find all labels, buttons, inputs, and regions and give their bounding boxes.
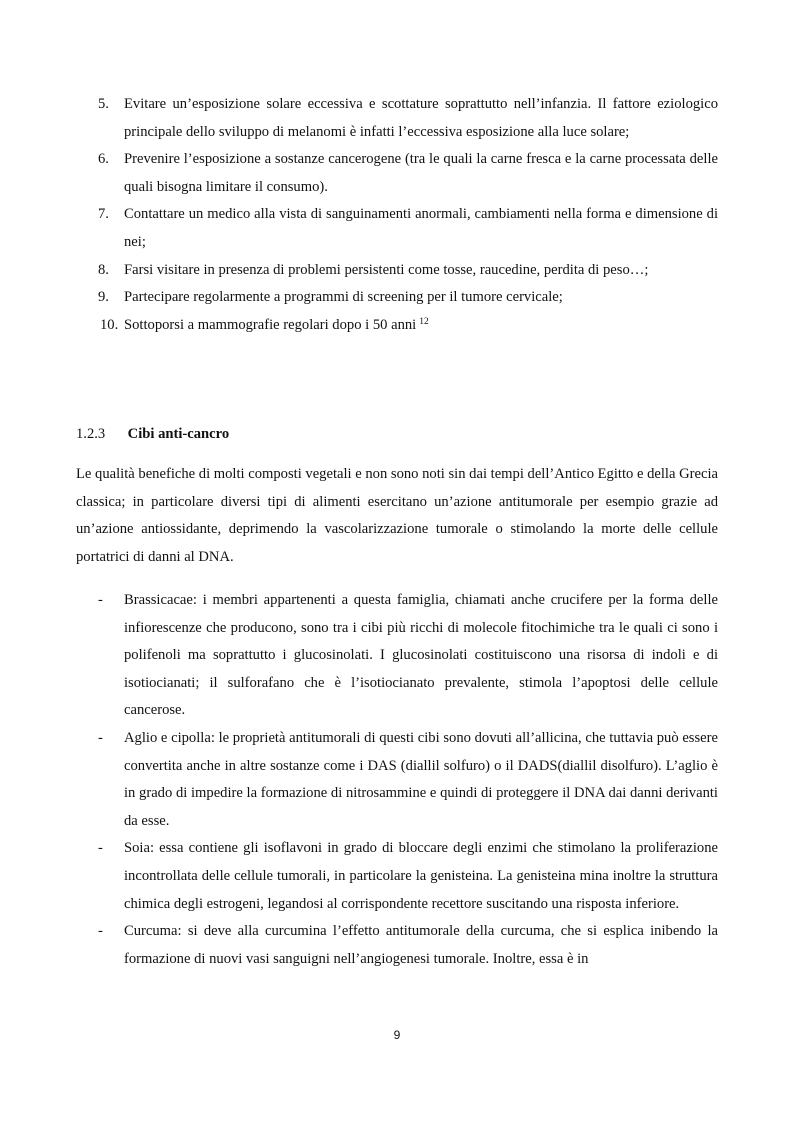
page-number: 9	[393, 1028, 401, 1042]
list-item-text: Evitare un’esposizione solare eccessiva e scottature soprattutto nell’infanzia. Il fattore eziologico principale dello sviluppo di melanomi è infatti l’eccessiva esposizione alla luce solare;	[124, 96, 718, 140]
bullet-item-text: Brassicacae: i membri appartenenti a questa famiglia, chiamati anche crucifere per la forma delle infiorescenze che producono, sono tra i cibi più ricchi di molecole fitochimiche tra le quali ci sono i polifenoli ma soprattutto i glucosinolati. I glucosinolati costituiscono una risorsa di indoli e di isotiocianati; il sulforafano che è l’isotiocianato prevalente, stimola l’apoptosi delle cellule cancerose.	[124, 592, 718, 719]
bullet-marker: -	[98, 923, 103, 940]
footnote-reference: 12	[419, 316, 429, 327]
list-item-number: 5.	[98, 96, 109, 112]
section-heading	[76, 422, 229, 446]
list-item	[76, 91, 718, 146]
list-item	[76, 257, 718, 285]
section-title: Cibi anti-cancro	[127, 426, 230, 442]
list-item	[76, 201, 718, 256]
list-item-text: Partecipare regolarmente a programmi di screening per il tumore cervicale;	[124, 289, 563, 306]
list-item-text: Sottoporsi a mammografie regolari dopo i 50 anni	[124, 316, 417, 333]
section-number: 1.2.3	[76, 426, 106, 442]
food-bullet-list	[76, 587, 718, 973]
bullet-item	[76, 835, 718, 918]
list-item-number: 6.	[98, 151, 109, 168]
intro-paragraph: Le qualità benefiche di molti composti vegetali e non sono noti sin dai tempi dell’Antico Egitto e della Grecia classica; in particolare diversi tipi di alimenti esercitano un’azione antitumorale per esempio grazie ad un’azione antiossidante, deprimendo la vascolarizzazione tumorale o stimolando la morte delle cellule portatrici di danni al DNA.	[76, 466, 718, 565]
list-item	[76, 284, 718, 312]
bullet-marker: -	[98, 729, 103, 746]
list-item	[76, 146, 718, 201]
bullet-item-text: Soia: essa contiene gli isoflavoni in grado di bloccare degli enzimi che stimolano la proliferazione incontrollata delle cellule tumorali, in particolare la genisteina. La genisteina mina inoltre la struttura chimica degli estrogeni, legandosi al corrispondente recettore suscitando una risposta inferiore.	[124, 840, 718, 912]
bullet-marker: -	[98, 840, 103, 857]
bullet-item-text: Aglio e cipolla: le proprietà antitumorali di questi cibi sono dovuti all’allicina, che tuttavia può essere convertita anche in altre sostanze come i DAS (diallil solfuro) o il DADS(diallil disolfuro). L’aglio è in grado di impedire la formazione di nitrosammine e quindi di proteggere il DNA dai danni derivanti da esse.	[124, 729, 718, 829]
list-item-number: 9.	[98, 289, 109, 306]
list-item-text: Farsi visitare in presenza di problemi persistenti come tosse, raucedine, perdita di peso…;	[124, 261, 649, 278]
bullet-marker: -	[98, 592, 103, 608]
numbered-recommendations-list	[76, 91, 718, 339]
list-item-text: Contattare un medico alla vista di sanguinamenti anormali, cambiamenti nella forma e dimensione di nei;	[124, 206, 718, 250]
bullet-item	[76, 725, 718, 835]
list-item-number: 8.	[98, 261, 109, 278]
bullet-item	[76, 918, 718, 973]
list-item	[76, 312, 718, 340]
list-item-number: 10.	[100, 316, 119, 333]
list-item-number: 7.	[98, 206, 109, 223]
list-item-text: Prevenire l’esposizione a sostanze cancerogene (tra le quali la carne fresca e la carne processata delle quali bisogna limitare il consumo).	[124, 151, 718, 195]
bullet-item	[76, 587, 718, 725]
bullet-item-text: Curcuma: si deve alla curcumina l’effetto antitumorale della curcuma, che si esplica inibendo la formazione di nuovi vasi sanguigni nell’angiogenesi tumorale. Inoltre, essa è in	[124, 923, 718, 967]
